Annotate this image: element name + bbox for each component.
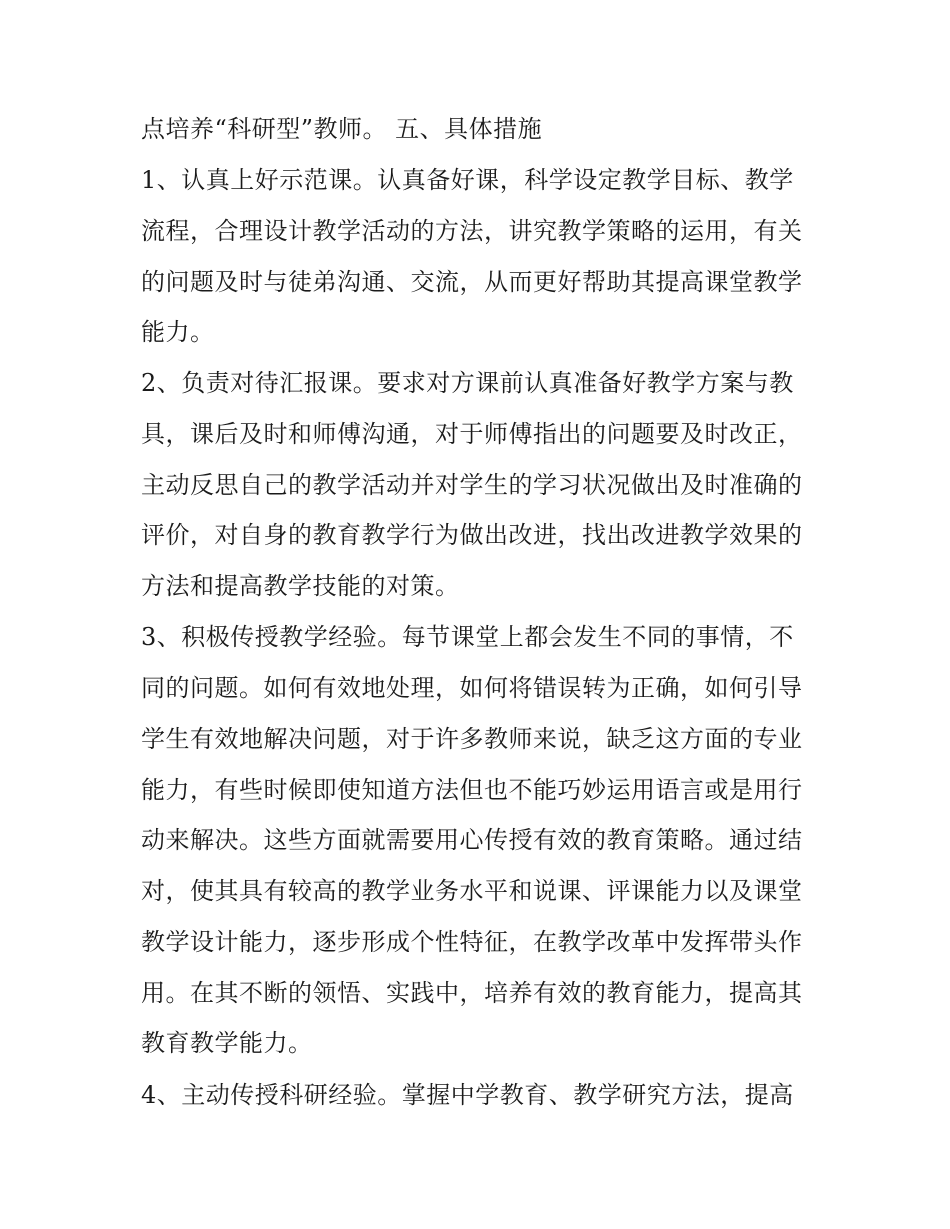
text-line: 2、负责对待汇报课。要求对方课前认真准备好教学方案与教 [141,369,794,397]
text-line: 评价，对自身的教育教学行为做出改进，找出改进教学效果的 [141,521,803,549]
text-line: 3、积极传授教学经验。每节课堂上都会发生不同的事情，不 [141,623,794,651]
text-line: 能力，有些时候即使知道方法但也不能巧妙运用语言或是用行 [141,776,803,804]
text-line: 1、认真上好示范课。认真备好课，科学设定教学目标、教学 [141,166,794,194]
text-line: 点培养“科研型”教师。 五、具体措施 [141,115,543,143]
text-line: 方法和提高教学技能的对策。 [141,572,460,600]
text-line: 同的问题。如何有效地处理，如何将错误转为正确，如何引导 [141,674,803,702]
text-line: 4、主动传授科研经验。掌握中学教育、教学研究方法，提高 [141,1081,794,1109]
text-line: 教育教学能力。 [141,1029,313,1057]
text-line: 学生有效地解决问题，对于许多教师来说，缺乏这方面的专业 [141,725,803,753]
text-line: 能力。 [141,318,215,346]
text-line: 流程，合理设计教学活动的方法，讲究教学策略的运用，有关 [141,217,803,245]
text-line: 的问题及时与徒弟沟通、交流，从而更好帮助其提高课堂教学 [141,268,803,296]
text-line: 主动反思自己的教学活动并对学生的学习状况做出及时准确的 [141,471,803,499]
text-line: 动来解决。这些方面就需要用心传授有效的教育策略。通过结 [141,826,803,854]
text-line: 教学设计能力，逐步形成个性特征，在教学改革中发挥带头作 [141,928,803,956]
text-line: 用。在其不断的领悟、实践中，培养有效的教育能力，提高其 [141,979,803,1007]
text-line: 具，课后及时和师傅沟通，对于师傅指出的问题要及时改正， [141,420,803,448]
text-line: 对，使其具有较高的教学业务水平和说课、评课能力以及课堂 [141,877,803,905]
